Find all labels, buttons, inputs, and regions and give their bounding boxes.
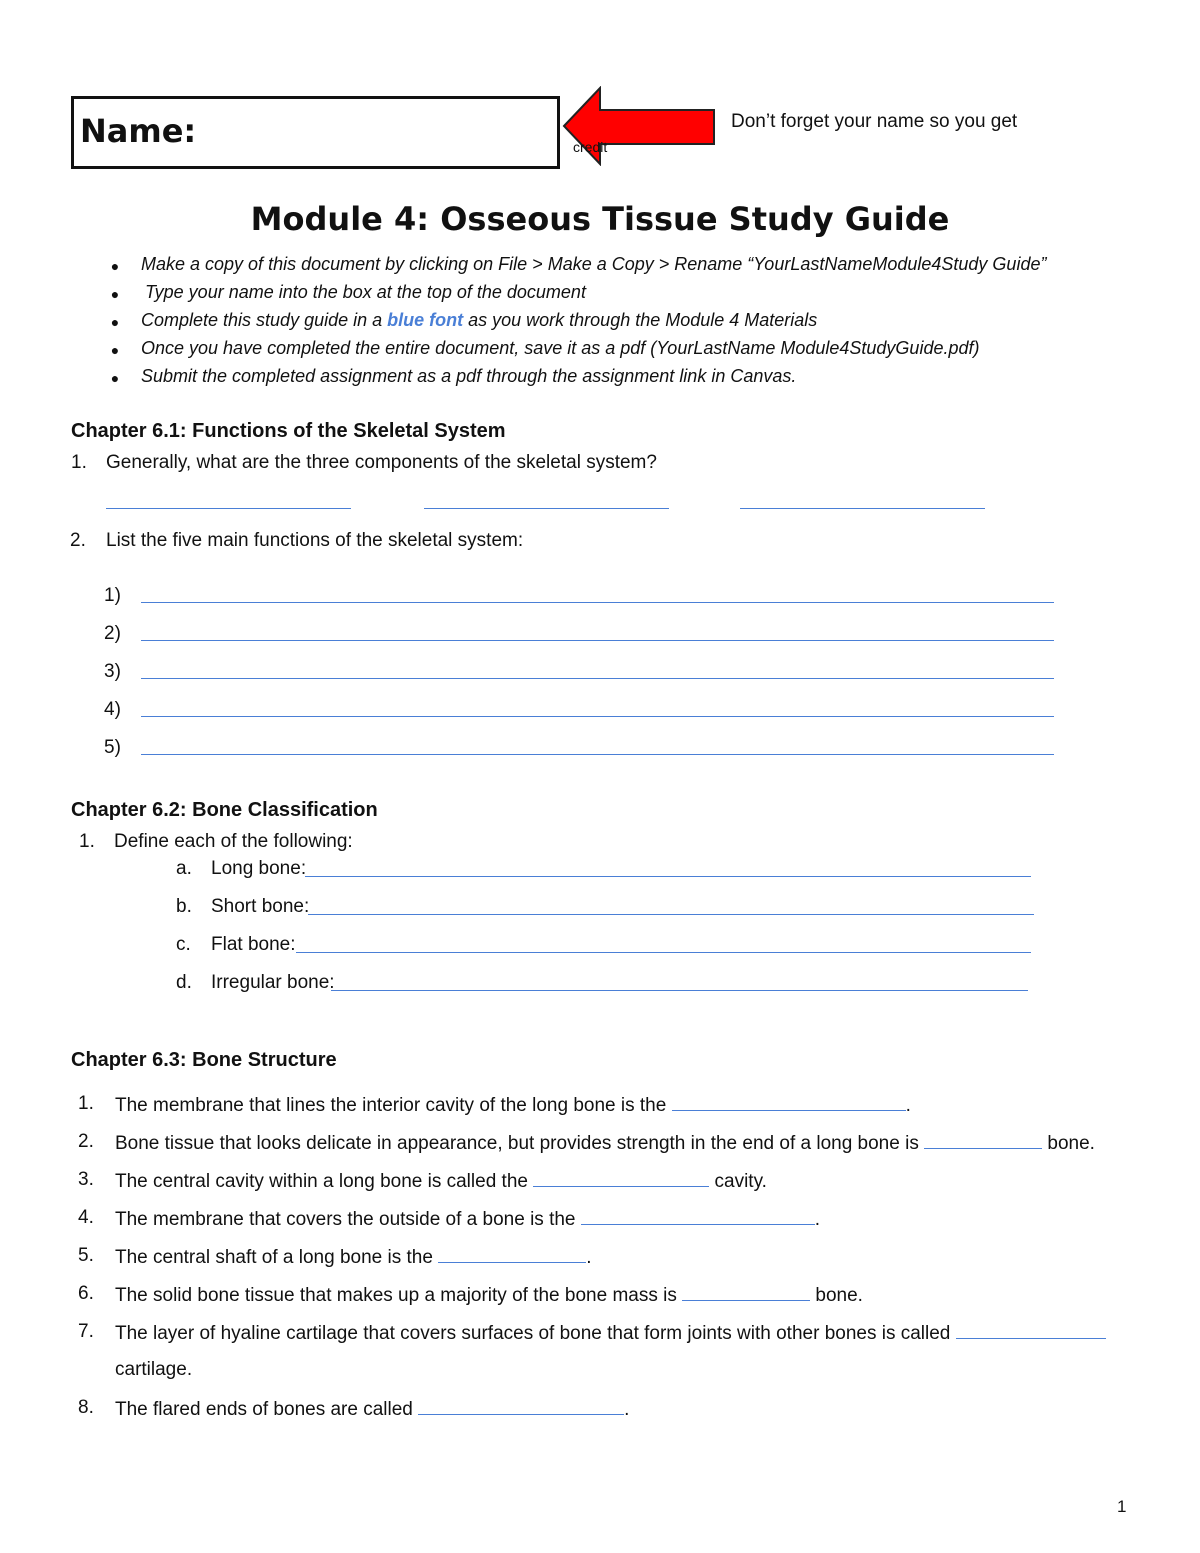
name-label: Name: [80, 112, 197, 150]
structure-item: The solid bone tissue that makes up a majority of the bone mass is bone. [115, 1285, 863, 1306]
structure-item-number: 2. [78, 1131, 94, 1152]
ch61-q1-text: Generally, what are the three components of the skeletal system? [106, 452, 657, 473]
chapter-6-1-heading: Chapter 6.1: Functions of the Skeletal System [71, 420, 506, 442]
definition-label: Irregular bone: [211, 972, 335, 993]
instruction-text: Once you have completed the entire document, save it as a pdf (YourLastName Module4StudyGuide.pdf) [141, 338, 980, 358]
structure-item-number: 7. [78, 1321, 94, 1342]
definition-letter: c. [176, 934, 191, 955]
definition-answer-line[interactable] [296, 952, 1031, 953]
instruction-text: Make a copy of this document by clicking on File > Make a Copy > Rename “YourLastNameModule4Study Guide” [141, 254, 1047, 274]
instruction-text: Type your name into the box at the top of the document [145, 282, 586, 302]
definition-answer-line[interactable] [308, 914, 1034, 915]
bullet-icon: ● [110, 370, 120, 386]
bullet-icon: ● [110, 342, 120, 358]
chapter-6-2-heading: Chapter 6.2: Bone Classification [71, 799, 378, 821]
structure-item: The membrane that covers the outside of a bone is the . [115, 1209, 821, 1230]
structure-item: The central shaft of a long bone is the . [115, 1247, 592, 1268]
page-number: 1 [1117, 1497, 1127, 1516]
component-answer-line[interactable] [106, 508, 351, 509]
structure-item-number: 1. [78, 1093, 94, 1114]
structure-item-number: 8. [78, 1397, 94, 1418]
definition-label: Flat bone: [211, 934, 296, 955]
ch61-q2-number: 2. [70, 530, 86, 551]
definition-letter: d. [176, 972, 192, 993]
structure-item-number: 6. [78, 1283, 94, 1304]
fill-in-blank[interactable] [924, 1131, 1042, 1149]
structure-item-number: 4. [78, 1207, 94, 1228]
structure-item-number: 3. [78, 1169, 94, 1190]
fill-in-blank[interactable] [672, 1093, 906, 1111]
fill-in-blank[interactable] [956, 1321, 1106, 1339]
bullet-icon: ● [110, 258, 120, 274]
page-title: Module 4: Osseous Tissue Study Guide [250, 200, 950, 238]
reminder-text: Don’t forget your name so you get [731, 111, 1018, 132]
fill-in-blank[interactable] [581, 1207, 815, 1225]
definition-label: Long bone: [211, 858, 307, 879]
structure-item: The membrane that lines the interior cavity of the long bone is the . [115, 1095, 911, 1116]
bullet-icon: ● [110, 314, 120, 330]
component-answer-line[interactable] [424, 508, 669, 509]
ch61-q2-text: List the five main functions of the skeletal system: [106, 530, 524, 551]
function-label: 2) [104, 623, 121, 644]
function-label: 5) [104, 737, 121, 758]
structure-item: Bone tissue that looks delicate in appearance, but provides strength in the end of a long bone is bone. [115, 1133, 1095, 1154]
reminder-wrap-text: credit [573, 139, 608, 155]
blue-font-text: blue font [387, 310, 464, 330]
ch61-q1-number: 1. [71, 452, 87, 473]
definition-letter: b. [176, 896, 192, 917]
fill-in-blank[interactable] [438, 1245, 586, 1263]
function-answer-line[interactable] [141, 602, 1054, 603]
instruction-text: Complete this study guide in a blue font as you work through the Module 4 Materials [141, 310, 818, 330]
function-answer-line[interactable] [141, 716, 1054, 717]
bullet-icon: ● [110, 286, 120, 302]
fill-in-blank[interactable] [418, 1397, 624, 1415]
structure-item: The flared ends of bones are called . [115, 1399, 630, 1420]
instruction-text: Submit the completed assignment as a pdf through the assignment link in Canvas. [141, 366, 797, 386]
fill-in-blank[interactable] [682, 1283, 810, 1301]
definition-answer-line[interactable] [331, 990, 1028, 991]
function-answer-line[interactable] [141, 754, 1054, 755]
function-label: 4) [104, 699, 121, 720]
fill-in-blank[interactable] [533, 1169, 709, 1187]
ch62-q1-number: 1. [79, 831, 95, 852]
function-answer-line[interactable] [141, 640, 1054, 641]
chapter-6-3-heading: Chapter 6.3: Bone Structure [71, 1049, 337, 1071]
function-answer-line[interactable] [141, 678, 1054, 679]
definition-answer-line[interactable] [305, 876, 1031, 877]
structure-item: The central cavity within a long bone is called the cavity. [115, 1171, 767, 1192]
structure-item-wrap: cartilage. [115, 1359, 193, 1380]
structure-item: The layer of hyaline cartilage that covers surfaces of bone that form joints with other bones is called [115, 1321, 1106, 1345]
definition-label: Short bone: [211, 896, 310, 917]
ch62-q1-text: Define each of the following: [114, 831, 353, 852]
definition-letter: a. [176, 858, 192, 879]
structure-item-number: 5. [78, 1245, 94, 1266]
function-label: 3) [104, 661, 121, 682]
component-answer-line[interactable] [740, 508, 985, 509]
function-label: 1) [104, 585, 121, 606]
